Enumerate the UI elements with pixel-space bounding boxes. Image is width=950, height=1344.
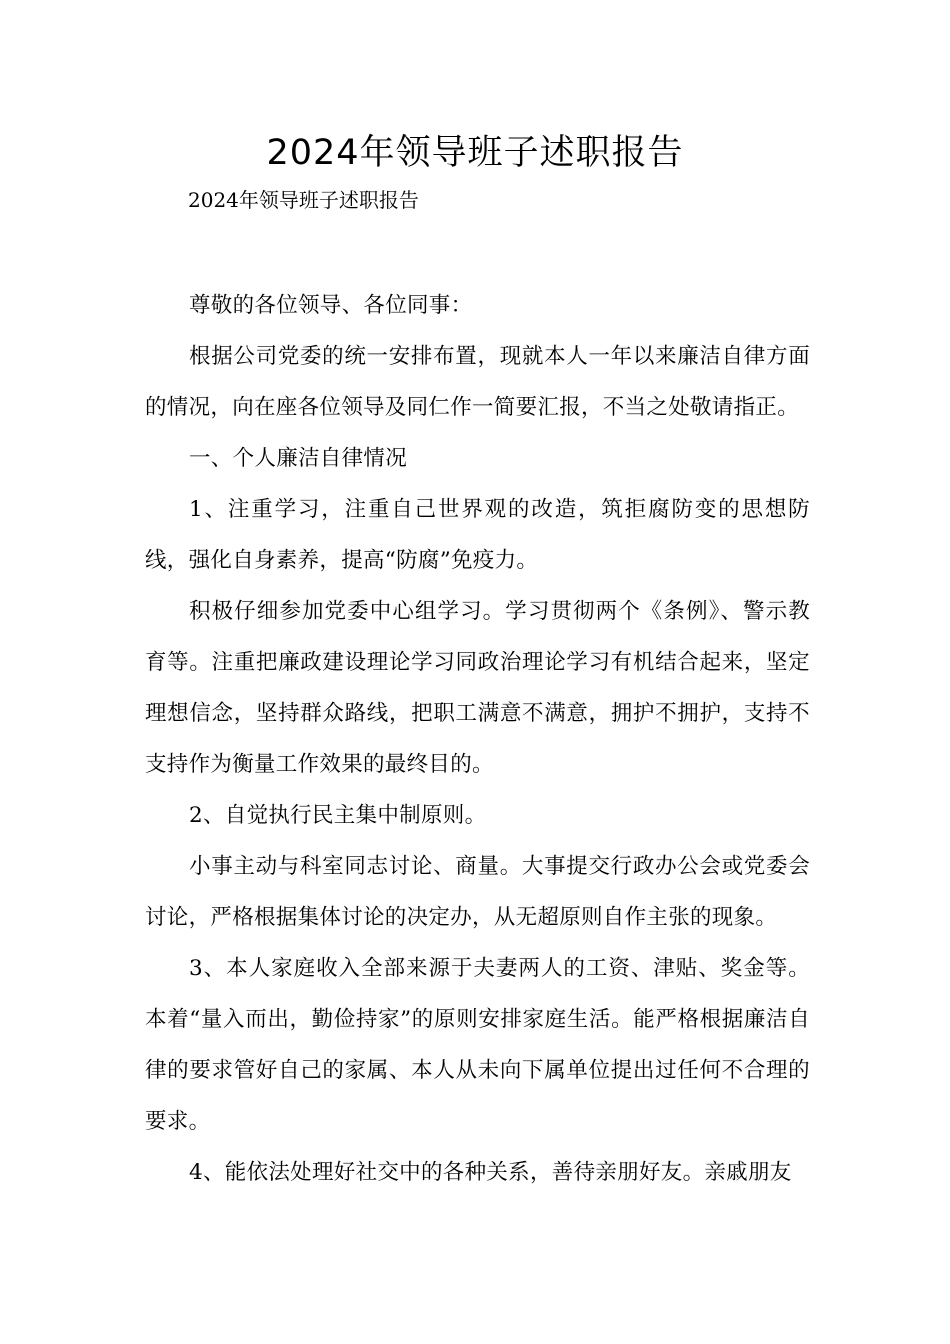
body-paragraph: 4、能依法处理好社交中的各种关系，善待亲朋好友。亲戚朋友 — [189, 1160, 792, 1185]
body-paragraph: 1、注重学习，注重自己世界观的改造，筑拒腐防变的思想防线，强化自身素养，提高“防腐”免疫力。 — [145, 497, 810, 573]
section-heading: 一、个人廉洁自律情况 — [189, 446, 408, 471]
body-paragraph: 小事主动与科室同志讨论、商量。大事提交行政办公会或党委会讨论，严格根据集体讨论的决定办，从无超原则自作主张的现象。 — [145, 854, 810, 930]
document-title: 2024年领导班子述职报告 — [266, 133, 684, 173]
document-body — [145, 280, 810, 1198]
intro-paragraph: 根据公司党委的统一安排布置，现就本人一年以来廉洁自律方面的情况，向在座各位领导及同仁作一简要汇报，不当之处敬请指正。 — [145, 344, 810, 420]
body-paragraph: 3、本人家庭收入全部来源于夫妻两人的工资、津贴、奖金等。本着“量入而出，勤俭持家”的原则安排家庭生活。能严格根据廉洁自律的要求管好自己的家属、本人从未向下属单位提出过任何不合理的要求。 — [145, 956, 810, 1134]
body-paragraph: 2、自觉执行民主集中制原则。 — [189, 803, 487, 828]
salutation-paragraph: 尊敬的各位领导、各位同事： — [189, 293, 473, 318]
body-paragraph: 积极仔细参加党委中心组学习。学习贯彻两个《条例》、警示教育等。注重把廉政建设理论学习同政治理论学习有机结合起来，坚定理想信念，坚持群众路线，把职工满意不满意，拥护不拥护，支持不支持作为衡量工作效果的最终目的。 — [145, 599, 810, 777]
document-subtitle: 2024年领导班子述职报告 — [188, 188, 419, 212]
